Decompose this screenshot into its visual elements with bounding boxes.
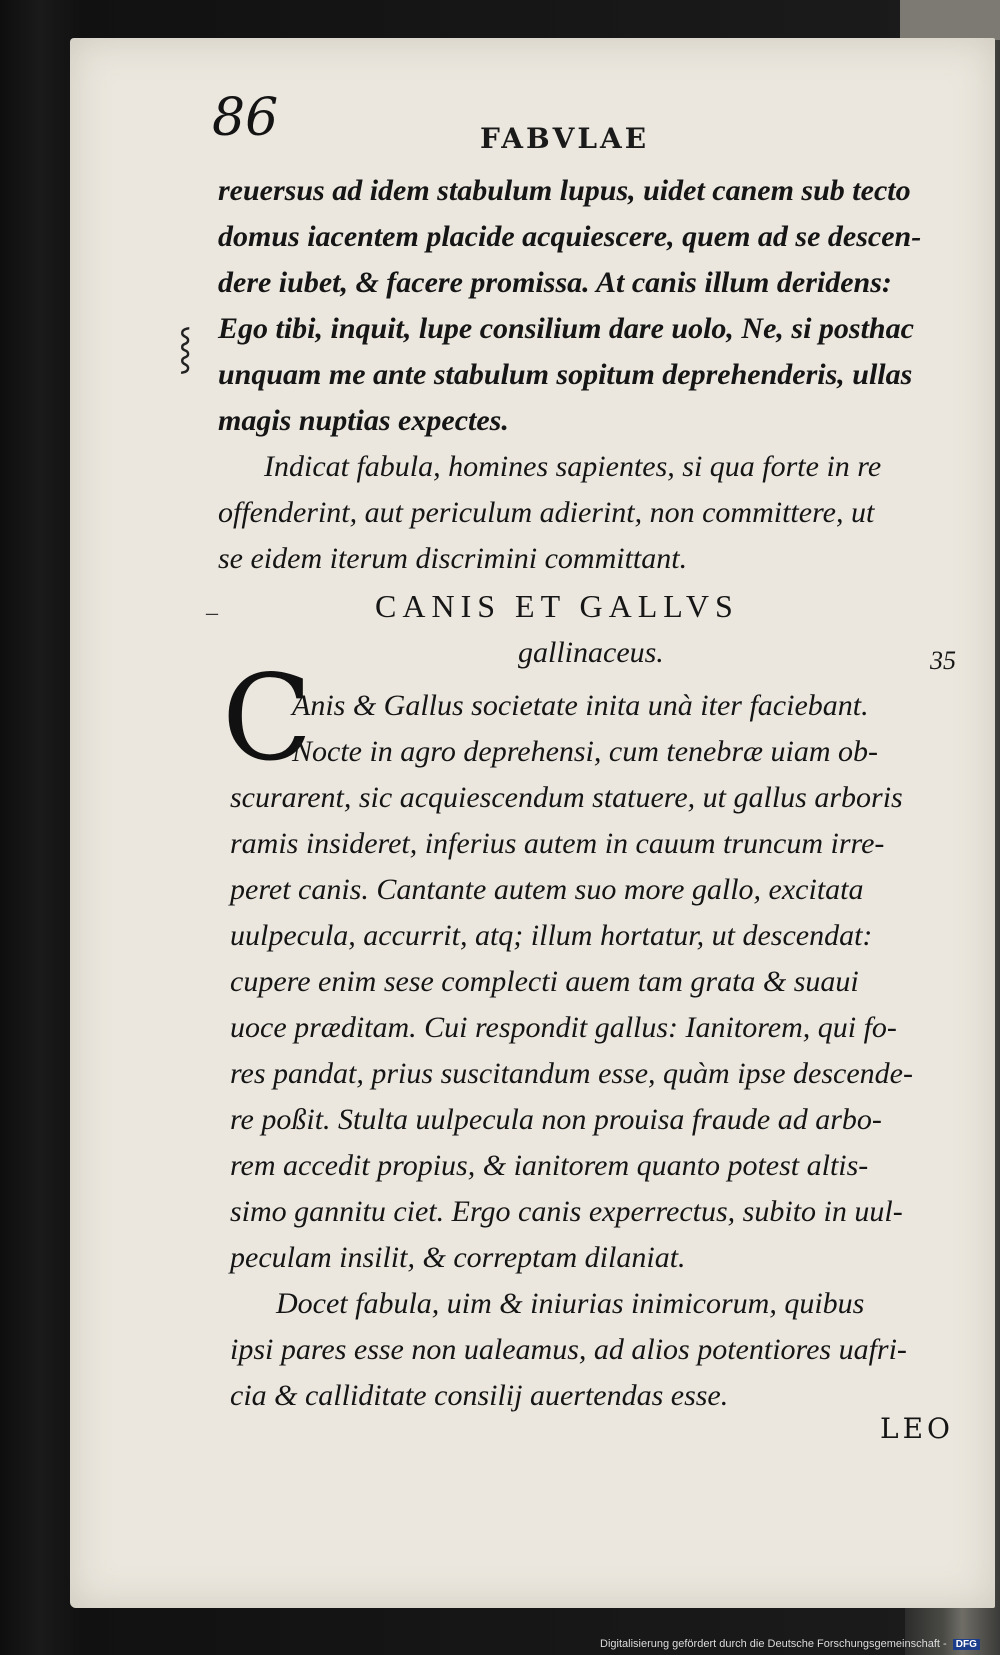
fable-b-text <box>230 683 970 1419</box>
text-line: uulpecula, accurrit, atq; illum hortatur, ut descendat: <box>230 919 873 952</box>
book-corner <box>900 0 1000 40</box>
page-number: 86 <box>212 88 279 148</box>
text-line: dere iubet, & facere promissa. At canis illum deridens: <box>218 266 892 299</box>
running-head: FABVLAE <box>480 122 650 155</box>
text-line: peculam insilit, & correptam dilaniat. <box>230 1241 686 1274</box>
moral-line: Docet fabula, uim & iniurias inimicorum, quibus <box>276 1287 865 1320</box>
text-line: peret canis. Cantante autem suo more gallo, excitata <box>230 873 864 906</box>
text-line: magis nuptias expectes. <box>218 404 509 437</box>
text-line: cupere enim sese complecti auem tam grata & suaui <box>230 965 859 998</box>
moral-line: ipsi pares esse non ualeamus, ad alios potentiores uafri- <box>230 1333 907 1366</box>
fable-number: 35 <box>930 646 956 675</box>
text-line: res pandat, prius suscitandum esse, quàm ipse descende- <box>230 1057 913 1090</box>
catchword: LEO <box>880 1412 954 1445</box>
text-line: Nocte in agro deprehensi, cum tenebræ uiam ob- <box>292 735 879 768</box>
text-line: domus iacentem placide acquiescere, quem ad se descen- <box>218 220 922 253</box>
moral-line: se eidem iterum discrimini committant. <box>218 542 688 575</box>
text-line: simo gannitu ciet. Ergo canis experrectus, subito in uul- <box>230 1195 903 1228</box>
text-line: reuersus ad idem stabulum lupus, uidet canem sub tecto <box>218 174 911 207</box>
text-line: re poßit. Stulta uulpecula non prouisa fraude ad arbo- <box>230 1103 882 1136</box>
text-line: unquam me ante stabulum sopitum deprehenderis, ullas <box>218 358 913 391</box>
digitization-credit <box>600 1638 980 1650</box>
text-line: ramis insideret, inferius autem in cauum truncum irre- <box>230 827 885 860</box>
text-line: Ego tibi, inquit, lupe consilium dare uolo, Ne, si posthac <box>218 312 914 345</box>
moral-line: cia & calliditate consilij auertendas esse. <box>230 1379 729 1412</box>
text-line: uoce præditam. Cui respondit gallus: Ianitorem, qui fo- <box>230 1011 897 1044</box>
marginal-annotation-mark: ⸾ <box>178 325 193 371</box>
marginal-dash-mark: – <box>206 600 218 626</box>
drop-cap: C <box>222 649 313 787</box>
fable-subtitle: gallinaceus. <box>518 636 664 669</box>
dfg-logo: DFG <box>953 1639 980 1650</box>
moral-line: Indicat fabula, homines sapientes, si qua forte in re <box>264 450 882 483</box>
fable-title: CANIS ET GALLVS <box>375 588 739 624</box>
moral-line: offenderint, aut periculum adierint, non committere, ut <box>218 496 875 529</box>
text-line: rem accedit propius, & ianitorem quanto potest altis- <box>230 1149 869 1182</box>
credit-text: Digitalisierung gefördert durch die Deutsche Forschungsgemeinschaft - <box>600 1638 947 1650</box>
text-line: Anis & Gallus societate inita unà iter faciebant. <box>292 689 869 722</box>
fable-a-text <box>218 168 958 582</box>
text-line: scurarent, sic acquiescendum statuere, ut gallus arboris <box>230 781 903 814</box>
